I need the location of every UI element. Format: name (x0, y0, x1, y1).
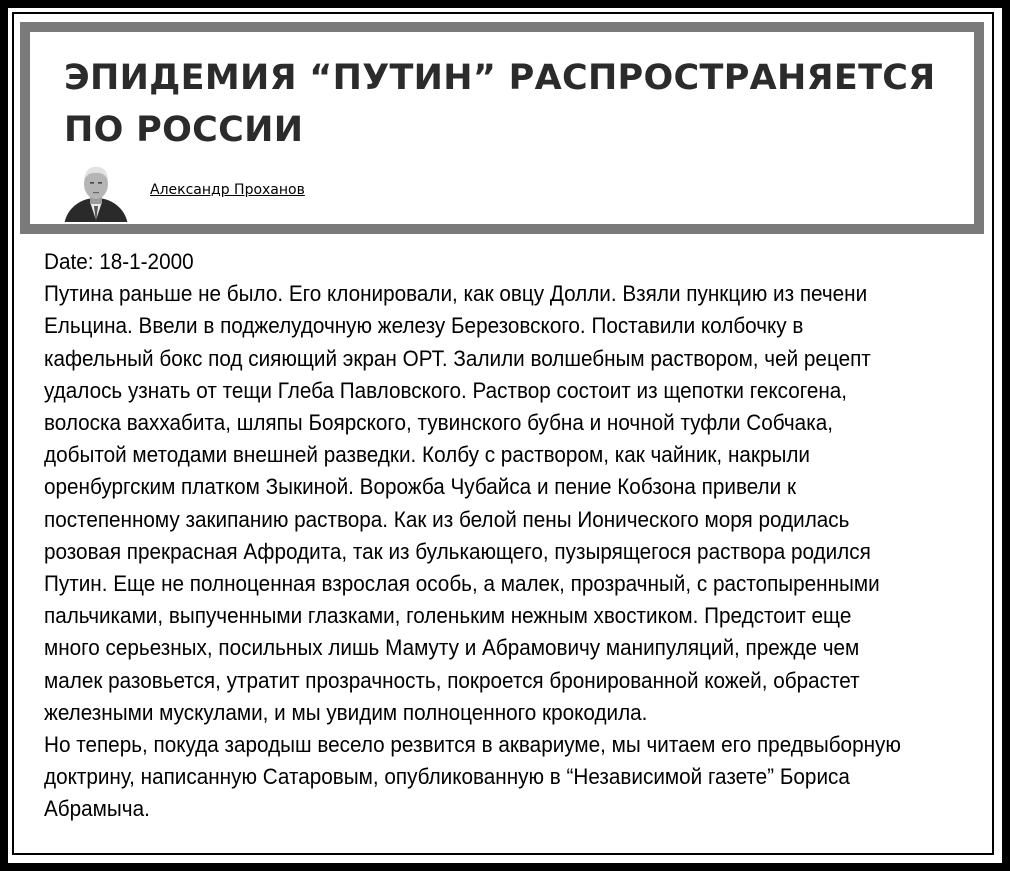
article-paragraph: Путина раньше не было. Его клонировали, как овцу Долли. Взяли пункцию из печени Ельцина. Ввели в поджелудочную железу Березовского. Поставили колбочку в кафельный бокс под сияющий экран ОРТ. Залили волшебным раствором, чей рецепт удалось узнать от тещи Глеба Павловского. Раствор состоит из щепотки гексогена, волоска ваххабита, шляпы Боярского, тувинского бубна и ночной туфли Собчака, добытой методами внешней разведки. Колбу с раствором, как чайник, накрыли оренбургским платком Зыкиной. Ворожба Чубайса и пение Кобзона привели к постепенному закипанию раствора. Как из белой пены Ионического моря родилась розовая прекрасная Афродита, так из булькающего, пузырящегося раствора родился Путин. Еще не полноценная взрослая особь, а малек, прозрачный, с растопыренными пальчиками, выпученными глазками, голеньким нежным хвостиком. Предстоит еще много серьезных, посильных лишь Мамуту и Абрамовичу манипуляций, прежде чем малек разовьется, утратит прозрачность, покроется бронированной кожей, обрастет железными мускулами, и мы увидим полноценного крокодила. (44, 281, 880, 725)
article-date: Date: 18-1-2000 (44, 249, 194, 274)
author-link[interactable]: Александр Проханов (150, 182, 305, 198)
article-body (44, 246, 904, 826)
article-container (12, 12, 994, 855)
article-header (20, 22, 984, 234)
article-paragraph: Но теперь, покуда зародыш весело резвится в аквариуме, мы читаем его предвыборную доктрину, написанную Сатаровым, опубликованную в “Независимой газете” Бориса Абрамыча. (44, 732, 901, 822)
page-frame (8, 8, 1002, 863)
article-title: ЭПИДЕМИЯ “ПУТИН” РАСПРОСТРАНЯЕТСЯ ПО РОССИИ (64, 58, 936, 150)
author-photo (62, 162, 130, 222)
author-avatar (62, 162, 130, 222)
